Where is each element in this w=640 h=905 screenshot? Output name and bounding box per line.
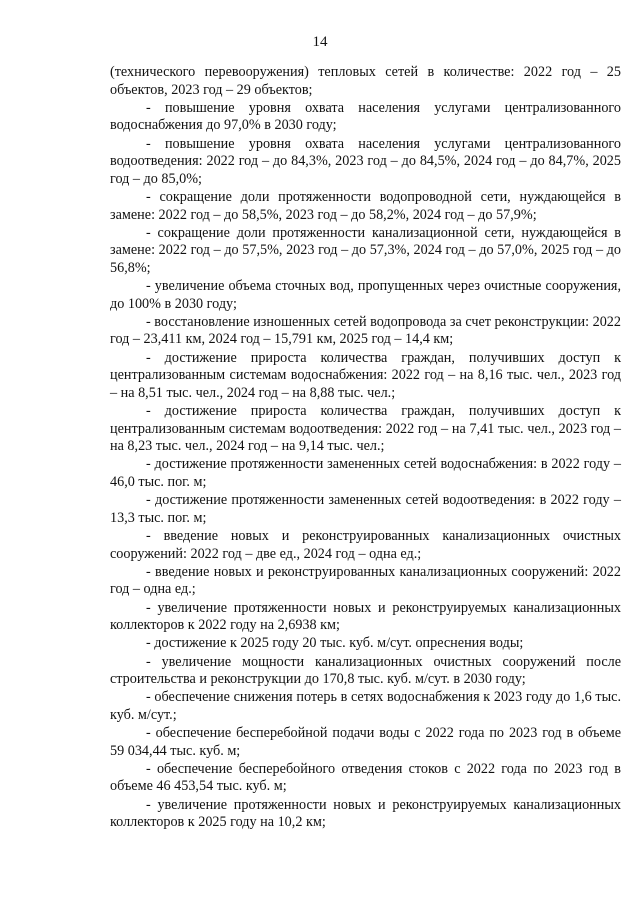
list-item: - достижение прироста количества граждан, получивших доступ к централизованным системам водоотведения: 2022 год – на 7,41 тыс. чел., 2023 год – на 8,23 тыс. чел., 2024 год – на 9,14 тыс. чел.; — [110, 403, 621, 455]
list-item: - повышение уровня охвата населения услугами централизованного водоснабжения до 97,0% в 2030 году; — [110, 99, 621, 134]
list-item: - увеличение протяженности новых и реконструируемых канализационных коллекторов к 2022 году на 2,6938 км; — [110, 599, 621, 634]
list-item: - обеспечение бесперебойного отведения стоков с 2022 года по 2023 год в объеме 46 453,54 тыс. куб. м; — [110, 760, 621, 795]
list-item: - сокращение доли протяженности водопроводной сети, нуждающейся в замене: 2022 год – до 58,5%, 2023 год – до 58,2%, 2024 год – до 57,9%; — [110, 188, 621, 223]
list-item: - увеличение мощности канализационных очистных сооружений после строительства и реконструкции до 170,8 тыс. куб. м/сут. в 2030 году; — [110, 653, 621, 688]
list-item: - достижение к 2025 году 20 тыс. куб. м/сут. опреснения воды; — [146, 635, 524, 652]
list-item: - введение новых и реконструированных канализационных сооружений: 2022 год – одна ед.; — [110, 563, 621, 598]
list-item: - достижение протяженности замененных сетей водоотведения: в 2022 году – 13,3 тыс. пог. м; — [110, 492, 621, 526]
list-item: - сокращение доли протяженности канализационной сети, нуждающейся в замене: 2022 год – до 57,5%, 2023 год – до 57,3%, 2024 год – до 57,0%, 2025 год – до 56,8%; — [110, 224, 621, 276]
list-item: - увеличение объема сточных вод, пропущенных через очистные сооружения, до 100% в 2030 году; — [110, 278, 621, 312]
list-item: - обеспечение снижения потерь в сетях водоснабжения к 2023 году до 1,6 тыс. куб. м/сут.; — [110, 689, 621, 723]
list-item: - достижение протяженности замененных сетей водоснабжения: в 2022 году – 46,0 тыс. пог. м; — [110, 456, 621, 490]
list-item: - достижение прироста количества граждан, получивших доступ к централизованным системам водоснабжения: 2022 год – на 8,16 тыс. чел., 2023 год – на 8,51 тыс. чел., 2024 год – на 8,88 тыс. чел.; — [110, 349, 621, 401]
page-number: 14 — [312, 34, 328, 50]
list-item: - обеспечение бесперебойной подачи воды с 2022 года по 2023 год в объеме 59 034,44 тыс. куб. м; — [110, 725, 621, 759]
list-item: - увеличение протяженности новых и реконструируемых канализационных коллекторов к 2025 году на 10,2 км; — [110, 796, 621, 831]
list-item: - повышение уровня охвата населения услугами централизованного водоотведения: 2022 год – до 84,3%, 2023 год – до 84,5%, 2024 год – до 84,7%, 2025 год – до 85,0%; — [110, 135, 621, 187]
list-item: - восстановление изношенных сетей водопровода за счет реконструкции: 2022 год – 23,411 км, 2024 год – 15,791 км, 2025 год – 14,4 км; — [110, 313, 621, 348]
list-item: - введение новых и реконструированных канализационных очистных сооружений: 2022 год – две ед., 2024 год – одна ед.; — [110, 527, 621, 562]
paragraph-continuation: (технического перевооружения) тепловых сетей в количестве: 2022 год – 25 объектов, 2023 год – 29 объектов; — [110, 64, 621, 98]
document-body — [110, 64, 621, 832]
